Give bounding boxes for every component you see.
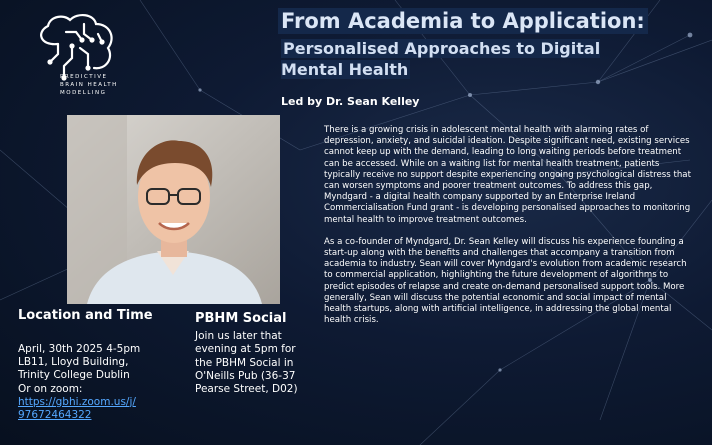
description-paragraph: As a co-founder of Myndgard, Dr. Sean Kelley will discuss his experience founding a start-up along with the benefits and challenges that accompany a transition from academia to industry. Sean will cover Myndgard's evolution from academic research to commercial application, highlighting the future development of algorithms to predict episodes of relapse and create on-demand personalised support tools. More generally, Sean will discuss the potential economic and social impact of mental health startups, along with artificial intelligence, in addressing the global mental health crisis. [324,236,687,326]
zoom-link[interactable] [18,396,188,422]
speaker-photo [67,115,280,304]
zoom-link-line-2[interactable]: 97672464322 [18,409,92,422]
zoom-link-line-1[interactable]: https://gbhi.zoom.us/j/ [18,395,136,408]
location-date: April, 30th 2025 4-5pm [18,343,141,355]
location-heading: Location and Time [18,308,153,323]
logo-line-1: PREDICTIVE [60,74,108,80]
location-zoom-label: Or on zoom: [18,382,83,395]
location-details [18,343,188,422]
description-paragraph: There is a growing crisis in adolescent mental health with alarming rates of depression, anxiety, and suicidal ideation. Despite significant need, existing services cannot keep up with the demand, leading to long waiting periods before treatment can be accessed. While on a waiting list for mental health treatment, patients typically receive no support despite experiencing ongoing psychological distress that can worsen symptoms and poorer treatment outcomes. To address this gap, Myndgard - a digital health company supported by an Enterprise Ireland Commercialisation Fund grant - is developing personalised approaches to monitoring mental health to improve treatment outcomes. [324,125,691,225]
event-description [324,125,696,337]
location-venue: Trinity College Dublin [18,369,130,382]
logo-line-2: BRAIN HEALTH [60,82,118,88]
speaker-portrait-icon [67,115,280,304]
logo-wordmark [60,73,136,97]
social-heading: PBHM Social [195,311,287,326]
logo-line-3: MODELLING [60,90,107,96]
event-subtitle-text: Personalised Approaches to Digital Mental Health [281,39,601,79]
speaker-line: Led by Dr. Sean Kelley [281,95,420,108]
event-subtitle [281,38,641,80]
event-title: From Academia to Application: [278,8,648,34]
social-details: Join us later that evening at 5pm for the PBHM Social in O'Neills Pub (36-37 Pearse Street, D02) [195,330,298,396]
location-room: LB11, Lloyd Building, [18,356,129,369]
